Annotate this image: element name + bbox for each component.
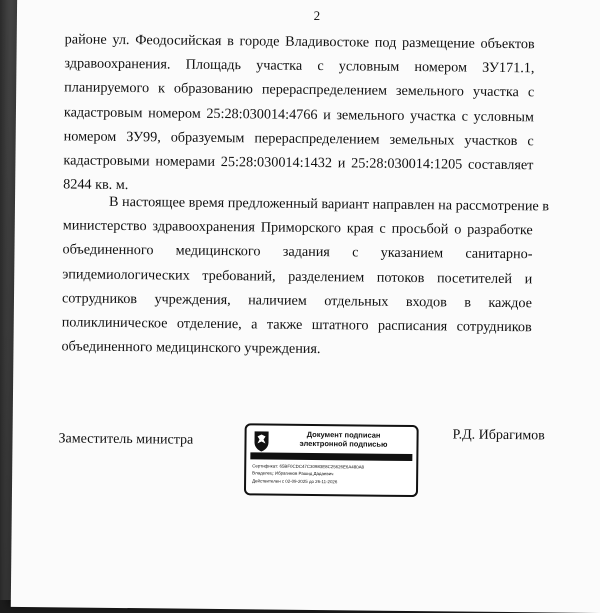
text-line: кадастровыми номерами 25:28:030014:1432 и 25:28:030014:1205 составляет — [63, 152, 534, 174]
paragraph-1 — [63, 27, 535, 201]
text-line: объединенного медицинского задания с указанием санитарно- — [62, 241, 533, 263]
signer-name: Р.Д. Ибрагимов — [452, 427, 545, 444]
text-line: поликлиническое отделение, а также штатного расписания сотрудников — [61, 314, 532, 336]
text-line: номером ЗУ99, образуемым перераспределением земельных участков с — [63, 128, 534, 150]
document-page — [11, 0, 600, 613]
stamp-heading-line: Документ подписан — [306, 429, 381, 440]
stamp-validity: Действителен с 02-09-2025 до 26-11-2026 — [252, 478, 338, 485]
stamp-heading — [274, 430, 412, 449]
signer-position: Заместитель министра — [58, 431, 194, 448]
stamp-heading-line: электронной подписью — [299, 438, 388, 449]
text-line: министерство здравоохранения Приморского края с просьбой о разработке — [62, 217, 533, 239]
text-line: В настоящее время предложенный вариант направлен на рассмотрение в — [108, 193, 550, 215]
text-line: кадастровым номером 25:28:030014:4766 и земельного участка с условным — [63, 103, 535, 125]
stamp-certificate: Сертификат: 65BF0CDC47C30983E8C25626E6A480A8 — [252, 463, 365, 470]
stamp-owner: Владелец: Ибрагимов Рашид Дадаевич — [252, 470, 334, 477]
text-line: объединенного медицинского учреждения. — [61, 338, 321, 358]
electronic-signature-stamp — [244, 423, 419, 497]
text-line: районе ул. Феодосийская в городе Владивостоке под размещение объектов — [64, 31, 535, 53]
stamp-divider-bar — [250, 452, 412, 461]
text-line: сотрудников учреждения, наличием отдельных входов в каждое — [61, 290, 533, 312]
text-line: планируемого к образованию перераспределением земельного участка с — [64, 79, 535, 101]
text-line: 8244 кв. м. — [63, 176, 129, 194]
text-line: эпидемиологических требований, разделением потоков посетителей и — [62, 265, 533, 287]
coat-of-arms-icon — [252, 430, 270, 452]
paragraph-2 — [61, 189, 550, 363]
stamp-details — [252, 462, 412, 486]
page-number: 2 — [313, 7, 321, 24]
text-line: здравоохранения. Площадь участка с условным номером ЗУ171.1, — [64, 55, 535, 77]
